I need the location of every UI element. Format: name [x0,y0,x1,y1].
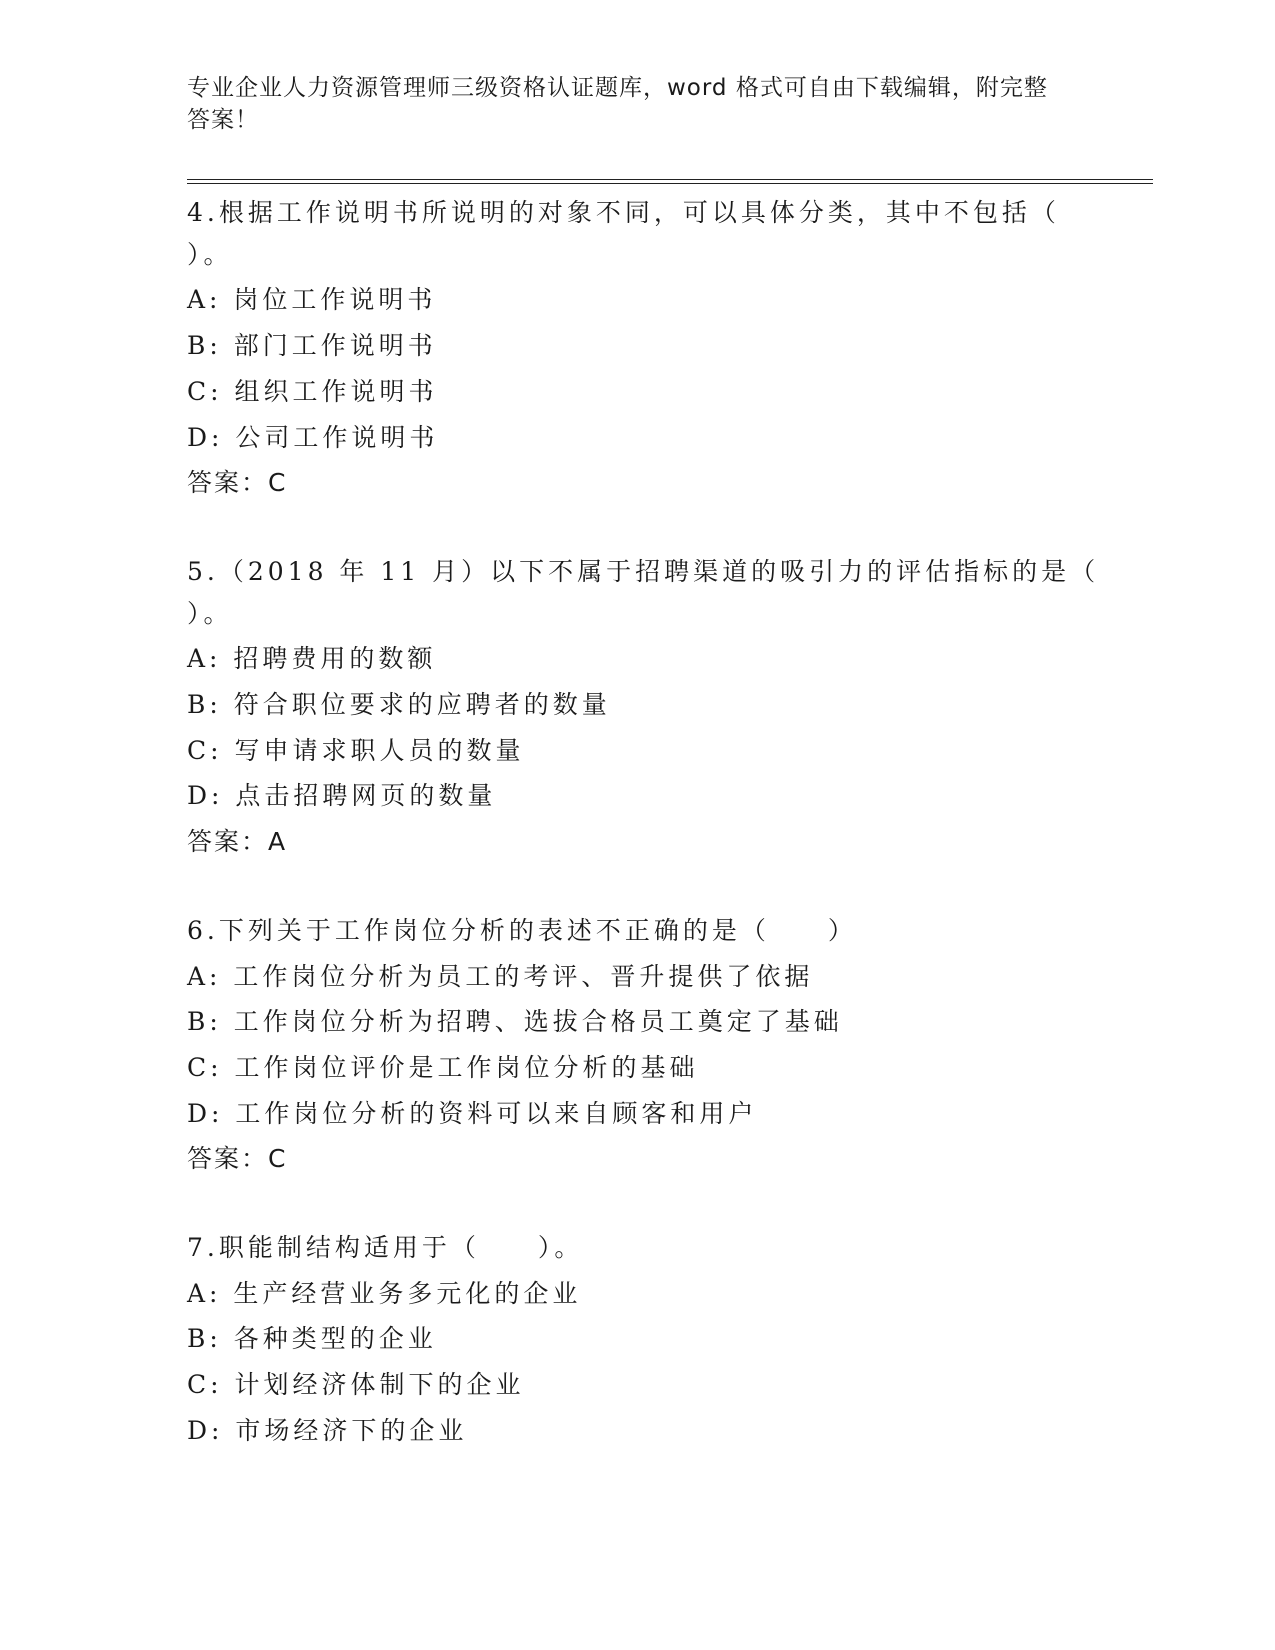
option-c: C: 写申请求职人员的数量 [187,735,525,765]
answer-line: 答案：A [187,827,288,857]
question-stem: 5.（2018 年 11 月）以下不属于招聘渠道的吸引力的评估指标的是（ [187,556,1100,586]
question-7 [187,1225,1117,1454]
option-d: D: 市场经济下的企业 [187,1415,468,1445]
header-divider-top [187,179,1153,180]
question-5 [187,549,1117,865]
option-c: C: 工作岗位评价是工作岗位分析的基础 [187,1052,699,1082]
question-stem-continued: ）。 [187,598,233,628]
question-stem: 7.职能制结构适用于（ ）。 [187,1233,584,1263]
question-6 [187,908,1117,1182]
answer-line: 答案：C [187,1144,288,1174]
option-b: B: 各种类型的企业 [187,1324,437,1354]
header-line-2: 答案！ [187,107,259,133]
document-header [187,72,1087,136]
option-a: A: 工作岗位分析为员工的考评、晋升提供了依据 [187,961,814,991]
option-a: A: 生产经营业务多元化的企业 [187,1278,582,1308]
option-a: A: 岗位工作说明书 [187,285,437,315]
question-stem: 4.根据工作说明书所说明的对象不同，可以具体分类，其中不包括（ [187,198,1060,227]
option-d: D: 公司工作说明书 [187,422,439,452]
option-b: B: 工作岗位分析为招聘、选拔合格员工奠定了基础 [187,1007,843,1037]
question-list [187,190,1117,1497]
option-b: B: 符合职位要求的应聘者的数量 [187,690,611,720]
header-line-1: 专业企业人力资源管理师三级资格认证题库，word 格式可自由下载编辑，附完整 [187,75,1048,101]
option-a: A: 招聘费用的数额 [187,644,437,674]
option-d: D: 工作岗位分析的资料可以来自顾客和用户 [187,1098,758,1128]
answer-line: 答案：C [187,468,288,498]
option-c: C: 组织工作说明书 [187,376,438,406]
question-stem-continued: ）。 [187,239,233,269]
option-c: C: 计划经济体制下的企业 [187,1370,525,1400]
option-d: D: 点击招聘网页的数量 [187,781,497,811]
header-divider-bottom [187,183,1153,184]
option-b: B: 部门工作说明书 [187,331,437,361]
question-stem: 6.下列关于工作岗位分析的表述不正确的是（ ） [187,915,857,945]
question-4 [187,190,1117,506]
